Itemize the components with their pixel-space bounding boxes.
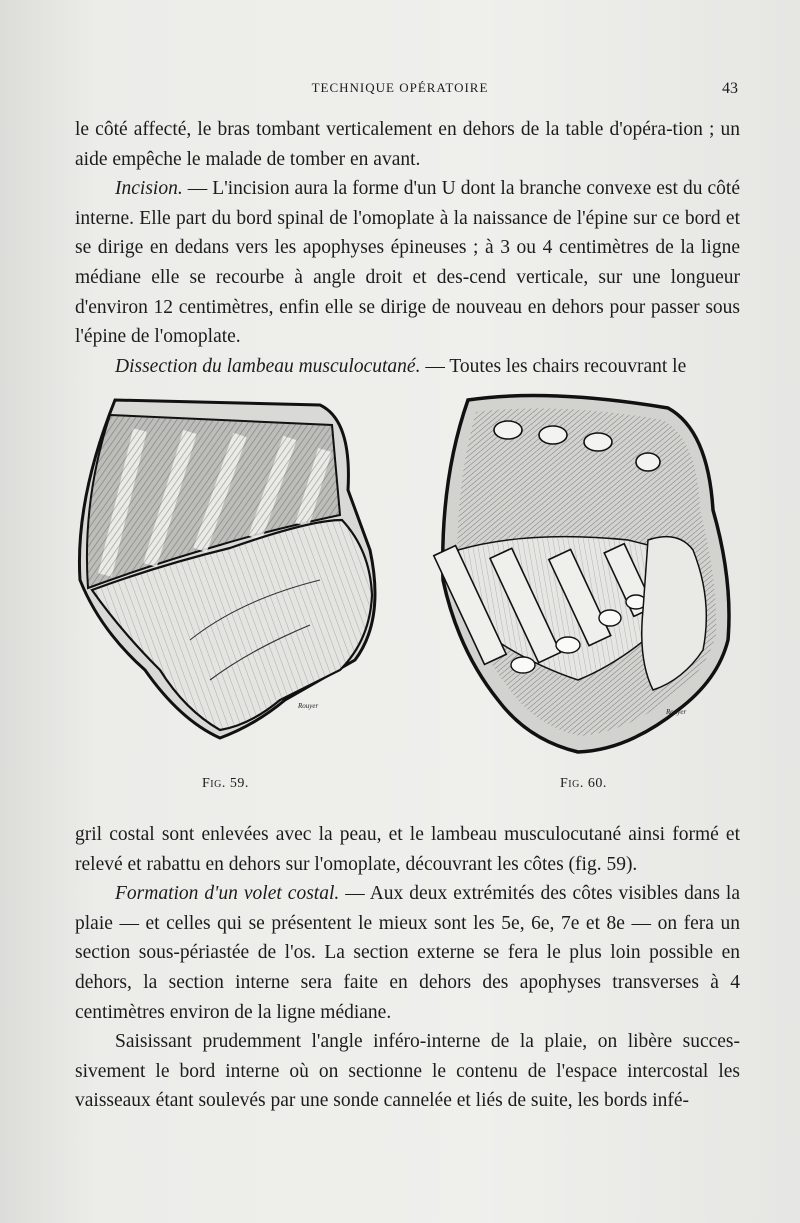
running-head bbox=[0, 80, 800, 100]
page-number: 43 bbox=[722, 80, 738, 97]
paragraph: le côté affecté, le bras tombant verticalement en dehors de la table d'opéra-tion ; un aide empêche le malade de tomber en avant. bbox=[75, 119, 740, 170]
paragraph-volet-costal bbox=[75, 879, 740, 1027]
paragraph: Saisissant prudemment l'angle inféro-interne de la plaie, on libère succes-sivement le bord interne où on sectionne le contenu de l'espace intercostal les vaisseaux étant soulevés par une sonde cannelée et liés de suite, les bords infé- bbox=[75, 1031, 740, 1112]
paragraph-text: — Toutes les chairs recouvrant le bbox=[420, 355, 687, 377]
section-lead: Dissection du lambeau musculocutané. bbox=[115, 355, 421, 377]
figure-59-caption: Fig. 59. bbox=[202, 776, 249, 791]
running-title: TECHNIQUE OPÉRATOIRE bbox=[311, 80, 489, 95]
figure-60-caption: Fig. 60. bbox=[560, 776, 607, 791]
engraver-signature: Rouyer bbox=[666, 708, 687, 716]
engraver-signature: Rouyer bbox=[298, 702, 319, 710]
section-lead: Incision. bbox=[115, 178, 183, 200]
figure-60-engraving bbox=[428, 380, 748, 760]
figure-60-illustration bbox=[428, 380, 748, 760]
section-lead: Formation d'un volet costal. bbox=[115, 883, 340, 905]
paragraph-text: — L'incision aura la forme d'un U dont la branche convexe est du côté interne. Elle part du bord spinal de l'omoplate à la naissance de l'épine sur ce bord et se dirige en dedans vers les apophyses épineuses ; à 3 ou 4 centimètres de la ligne médiane elle se recourbe à angle droit et des-cend verticale, sur une longueur d'environ 12 centimètres, enfin elle se dirige de nouveau en dehors pour passer sous l'épine de l'omoplate. bbox=[75, 178, 740, 348]
paragraph-dissection bbox=[75, 352, 740, 382]
text-block-bottom bbox=[75, 820, 740, 1116]
figure-59-illustration bbox=[70, 380, 390, 760]
paragraph-text: — Aux deux extrémités des côtes visibles dans la plaie — et celles qui se présentent le mieux sont les 5e, 6e, 7e et 8e — on fera un section sous-périastée de l'os. La section externe se fera le plus loin possible en dehors, la section interne sera faite en dehors des apophyses transverses à 4 centimètres environ de la ligne médiane. bbox=[75, 883, 740, 1023]
paragraph: gril costal sont enlevées avec la peau, et le lambeau musculocutané ainsi formé et relevé et rabattu en dehors sur l'omoplate, découvrant les côtes (fig. 59). bbox=[75, 824, 740, 875]
figure-59-engraving bbox=[70, 380, 390, 760]
paragraph-incision bbox=[75, 174, 740, 352]
text-block-top bbox=[75, 115, 740, 381]
